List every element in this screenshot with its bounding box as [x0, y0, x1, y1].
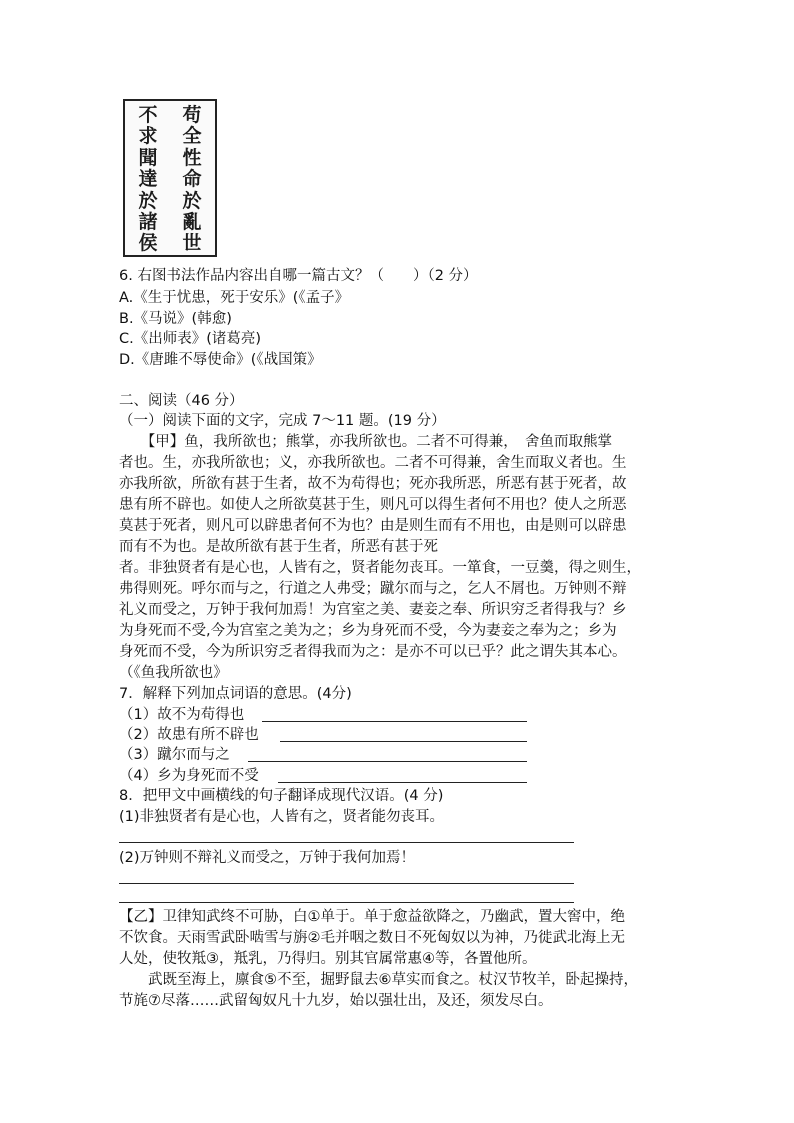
calligraphy-character: 達 [138, 168, 158, 191]
jia-line: 弗得则死。呼尔而与之，行道之人弗受；蹴尔而与之，乞人不屑也。万钟则不辩 [119, 581, 627, 597]
calligraphy-character: 命 [182, 168, 202, 191]
q8-answer-line-1[interactable] [119, 842, 574, 843]
section-title: 二、阅读（46 分） [119, 393, 244, 409]
jia-line: 身死而不受，今为所识穷乏者得我而为之：是亦不可以已乎？此之谓失其本心。 [119, 644, 627, 660]
calligraphy-character: 性 [182, 146, 202, 169]
yi-line: 节旄⑦尽落……武留匈奴凡十九岁，始以强壮出，及还，须发尽白。 [119, 993, 553, 1009]
q6-option-d: D.《唐雎不辱使命》(《战国策》 [119, 352, 322, 368]
jia-line: 礼义而受之，万钟于我何加焉！为宫室之美、妻妾之奉、所识穷乏者得我与？乡 [119, 602, 627, 618]
calligraphy-character: 不 [138, 104, 158, 126]
jia-source: （《鱼我所欲也》 [119, 665, 228, 681]
yi-line: 人处，使牧羝③，羝乳，乃得归。别其官属常惠④等，各置他所。 [119, 951, 537, 967]
calligraphy-character: 諸 [138, 211, 158, 234]
q7-item: （4）乡为身死而不受 [119, 768, 259, 784]
q7-stem: 7．解释下列加点词语的意思。(4分) [119, 686, 352, 702]
calligraphy-character: 於 [138, 189, 158, 212]
jia-line: 亦我所欲，所欲有甚于生者，故不为苟得也；死亦我所恶，所恶有甚于死者，故 [119, 476, 627, 492]
jia-line: 为身死而不受,今为宫室之美为之；乡为身死而不受，今为妻妾之奉为之；乡为 [119, 623, 617, 639]
calligraphy-character: 聞 [138, 146, 158, 169]
q6-stem: 6. 右图书法作品内容出自哪一篇古文？（ ）（2 分） [119, 268, 478, 284]
q7-item: （1）故不为苟得也 [119, 707, 245, 723]
q7-answer-line[interactable] [278, 782, 527, 783]
q7-item: （3）蹴尔而与之 [119, 747, 230, 763]
calligraphy-character: 苟 [182, 104, 202, 126]
q6-option-b: B.《马说》(韩愈) [119, 311, 232, 327]
yi-line: 【乙】卫律知武终不可胁，白①单于。单于愈益欲降之，乃幽武，置大窖中，绝 [119, 909, 625, 925]
calligraphy-character: 亂 [182, 211, 202, 234]
yi-line: 不饮食。天雨雪武卧啮雪与旃②毛并咽之数日不死匈奴以为神，乃徙武北海上无 [119, 930, 625, 946]
q7-answer-line[interactable] [248, 761, 527, 762]
q6-option-c: C.《出师表》(诸葛亮) [119, 331, 262, 347]
q7-answer-line[interactable] [262, 721, 527, 722]
jia-line: 【甲】鱼，我所欲也；熊掌，亦我所欲也。二者不可得兼， 舍鱼而取熊掌 [119, 434, 612, 450]
calligraphy-character: 求 [138, 125, 158, 148]
q6-option-a: A.《生于忧患，死于安乐》(《孟子》 [119, 290, 350, 306]
q8-answer-line-2[interactable] [119, 883, 574, 884]
calligraphy-left-column [131, 105, 165, 255]
calligraphy-right-column [175, 105, 209, 255]
jia-line: 者也。生，亦我所欲也；义，亦我所欲也。二者不可得兼，舍生而取义者也。生 [119, 455, 627, 471]
jia-line: 而有不为也。是故所欲有甚于生者，所恶有甚于死 [119, 539, 438, 555]
q8-sentence-1: (1)非独贤者有是心也，人皆有之，贤者能勿丧耳。 [119, 809, 445, 825]
calligraphy-character: 侯 [138, 232, 158, 255]
q8-sentence-2: (2)万钟则不辩礼义而受之，万钟于我何加焉！ [119, 850, 416, 866]
q7-answer-line[interactable] [280, 741, 527, 742]
yi-line: 武既至海上，廪食⑤不至，掘野鼠去⑥草实而食之。杖汉节牧羊，卧起操持， [119, 972, 638, 988]
q8-stem: 8．把甲文中画横线的句子翻译成现代汉语。(4 分) [119, 788, 444, 804]
q7-item: （2）故患有所不辟也 [119, 727, 259, 743]
calligraphy-character: 全 [182, 125, 202, 148]
q8-answer-line-3[interactable] [119, 902, 574, 903]
part1-heading: （一）阅读下面的文字，完成 7～11 题。(19 分） [119, 413, 446, 429]
jia-line: 莫甚于死者，则凡可以辟患者何不为也？由是则生而有不用也，由是则可以辟患 [119, 518, 627, 534]
calligraphy-character: 於 [182, 189, 202, 212]
calligraphy-image [123, 99, 217, 257]
calligraphy-character: 世 [182, 232, 202, 255]
jia-line: 者。非独贤者有是心也，人皆有之，贤者能勿丧耳。一箪食，一豆羹，得之则生， [119, 560, 641, 576]
jia-line: 患有所不辟也。如使人之所欲莫甚于生，则凡可以得生者何不用也？使人之所恶 [119, 497, 627, 513]
